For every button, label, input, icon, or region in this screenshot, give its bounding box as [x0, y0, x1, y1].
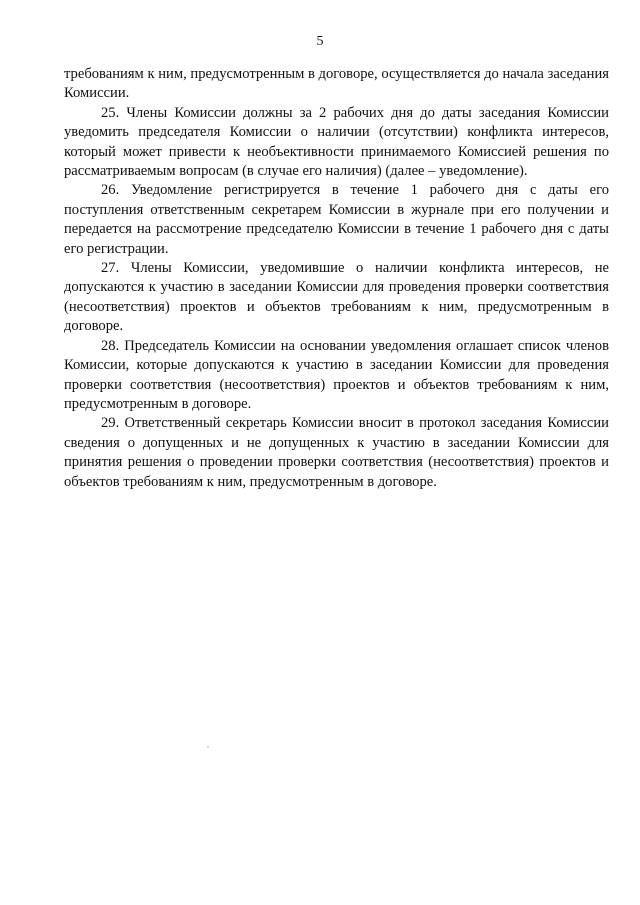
paragraph-item-29: 29. Ответственный секретарь Комиссии вносит в протокол заседания Комиссии сведения о допущенных и не допущенных к участию в заседании Комиссии для принятия решения о проведении проверки соответствия (несоответствия) проектов и объектов требованиям к ним, предусмотренным в договоре. [64, 415, 609, 490]
paragraph-item-27: 27. Члены Комиссии, уведомившие о наличии конфликта интересов, не допускаются к участию в заседании Комиссии для проведения проверки соответствия (несоответствия) проектов и объектов требованиям к ним, предусмотренным в договоре. [64, 260, 609, 335]
paragraph-item-28: 28. Председатель Комиссии на основании уведомления оглашает список членов Комиссии, которые допускаются к участию в заседании Комиссии для проведения проверки соответствия (несоответствия) проектов и объектов требованиям к ним, предусмотренным в договоре. [64, 337, 609, 412]
document-body [64, 65, 609, 492]
scan-speck [207, 746, 209, 748]
page-number: 5 [316, 34, 324, 49]
paragraph-item-26: 26. Уведомление регистрируется в течение 1 рабочего дня с даты его поступления ответственным секретарем Комиссии в журнале при его получении и передается на рассмотрение председателю Комиссии в течение 1 рабочего дня с даты его регистрации. [64, 182, 609, 257]
paragraph-item-25: 25. Члены Комиссии должны за 2 рабочих дня до даты заседания Комиссии уведомить председателя Комиссии о наличии (отсутствии) конфликта интересов, который может привести к необъективности принимаемого Комиссией решения по рассматриваемым вопросам (в случае его наличия) (далее – уведомление). [64, 104, 609, 180]
paragraph-continuation: требованиям к ним, предусмотренным в договоре, осуществляется до начала заседания Комиссии. [64, 66, 609, 102]
